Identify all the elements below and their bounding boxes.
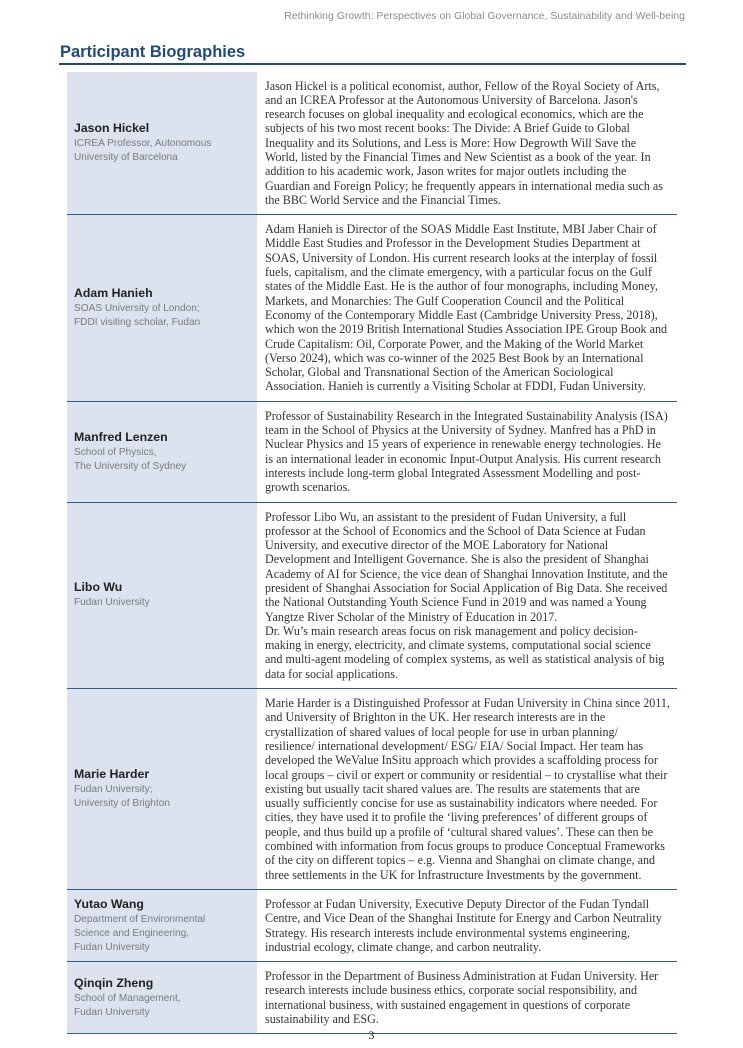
title-rule	[59, 63, 686, 65]
participant-bio	[257, 401, 677, 502]
participant-info-cell	[67, 889, 257, 961]
affiliation-line: Science and Engineering,	[74, 927, 190, 939]
participant-affiliation	[74, 992, 251, 1020]
bio-paragraph: Professor Libo Wu, an assistant to the president of Fudan University, a full professor at the School of Economics and the School of Data Science at Fudan University, and executive director of the MOE Laboratory for National Development and Intelligent Governance. She is also the president of Shanghai Academy of AI for Science, the vice dean of Shanghai Innovation Institute, and the president of Shanghai Association for Social Application of Big Data. She received the National Outstanding Youth Science Fund in 2019 and was named a Young Yangtze River Scholar of the Ministry of Education in 2017.	[265, 509, 668, 624]
participant-affiliation	[74, 783, 251, 811]
participant-name: Qinqin Zheng	[74, 975, 154, 990]
participant-name: Libo Wu	[74, 580, 123, 595]
affiliation-line: The University of Sydney	[74, 460, 187, 472]
participant-info-cell	[67, 72, 257, 215]
affiliation-line: Fudan University	[74, 1006, 150, 1018]
participant-info-cell	[67, 962, 257, 1034]
participant-row	[67, 962, 677, 1034]
running-header: Rethinking Growth: Perspectives on Global Governance, Sustainability and Well-being	[284, 10, 685, 22]
bio-paragraph: Professor of Sustainability Research in the Integrated Sustainability Analysis (ISA) team in the School of Physics at the University of Sydney. Manfred has a PhD in Nuclear Physics and 15 years of experience in renewable energy technologies. He is an international leader in economic Input-Output Analysis. His current research interests include long-term global Integrated Assessment Modelling and post-growth scenarios.	[265, 408, 668, 495]
biographies-table	[67, 71, 677, 1034]
participant-row	[67, 72, 677, 215]
participant-name: Marie Harder	[74, 767, 150, 781]
participant-affiliation	[74, 446, 251, 474]
participant-info-cell	[67, 502, 257, 689]
affiliation-line: SOAS University of London;	[74, 302, 200, 314]
affiliation-line: University of Brighton	[74, 798, 170, 809]
participant-bio	[257, 215, 677, 402]
participant-bio	[257, 72, 677, 215]
participant-row	[67, 889, 677, 961]
participant-name: Jason Hickel	[74, 121, 150, 136]
participant-row	[67, 689, 677, 890]
participant-row	[67, 215, 677, 402]
participant-bio	[257, 689, 677, 890]
affiliation-line: Fudan University	[74, 597, 150, 609]
participant-affiliation	[74, 137, 251, 165]
bio-paragraph: Professor in the Department of Business Administration at Fudan University. Her research interests include business ethics, corporate social responsibility, and international business, with sustained engagement in questions of corporate sustainability and ESG.	[265, 969, 659, 1027]
participant-bio	[257, 889, 677, 961]
participant-row	[67, 502, 677, 689]
affiliation-line: School of Management,	[74, 992, 181, 1004]
participant-affiliation	[74, 913, 251, 955]
participant-info-cell	[67, 215, 257, 402]
affiliation-line: Fudan University;	[74, 784, 153, 795]
participant-info-cell	[67, 689, 257, 890]
participant-bio	[257, 962, 677, 1034]
participant-name: Yutao Wang	[74, 896, 144, 911]
participant-info-cell	[67, 401, 257, 502]
participant-row	[67, 401, 677, 502]
bio-paragraph: Marie Harder is a Distinguished Professor at Fudan University in China since 2011, and University of Brighton in the UK. Her research interests are in the crystallization of shared values of local people for use in urban planning/ resilience/ international development/ ESG/ EIA/ Social Impact. Her team has developed the WeValue InSitu approach which provides a scaffolding process for local groups – civil or expert or community or residential – to crystallise what their existing but usually tacit shared values are. The results are statements that are usually sufficiently concise for use as sustainability indicators where needed. For cities, they have used it to profile the ‘living preferences’ of different groups of people, and thus build up a profile of ‘cultural shared values’. These can then be combined with information from focus groups to produce Conceptual Frameworks of the city on different topics – e.g. Vienna and Shanghai on climate change, and three settlements in the UK for Infrastructure Investments by the government.	[265, 696, 670, 882]
affiliation-line: Department of Environmental	[74, 913, 206, 925]
affiliation-line: ICREA Professor, Autonomous	[74, 138, 212, 150]
participant-affiliation	[74, 596, 251, 610]
section-title: Participant Biographies	[60, 43, 246, 61]
participant-bio	[257, 502, 677, 689]
bio-paragraph: Professor at Fudan University, Executive Deputy Director of the Fudan Tyndall Centre, and Vice Dean of the Shanghai Institute for Energy and Carbon Neutrality Strategy. His research interests include environmental systems engineering, industrial ecology, climate change, and carbon neutrality.	[265, 896, 662, 954]
participant-name: Manfred Lenzen	[74, 429, 168, 444]
page-number: 3	[368, 1028, 375, 1042]
affiliation-line: University of Barcelona	[74, 152, 178, 164]
participant-affiliation	[74, 302, 251, 330]
affiliation-line: Fudan University	[74, 941, 150, 953]
bio-paragraph: Jason Hickel is a political economist, author, Fellow of the Royal Society of Arts, and an ICREA Professor at the Autonomous University of Barcelona. Jason's research focuses on global inequality and ecological economics, which are the subjects of his two most recent books: The Divide: A Brief Guide to Global Inequality and its Solutions, and Less is More: How Degrowth Will Save the World, listed by the Financial Times and New Scientist as a book of the year. In addition to his academic work, Jason writes for major outlets including the Guardian and Foreign Policy; he frequently appears in international media such as the BBC World Service and the Financial Times.	[265, 78, 663, 207]
affiliation-line: FDDI visiting scholar, Fudan	[74, 316, 201, 328]
bio-paragraph: Adam Hanieh is Director of the SOAS Middle East Institute, MBI Jaber Chair of Middle East Studies and Professor in the Development Studies Department at SOAS, University of London. His current research looks at the interplay of fossil fuels, capitalism, and the climate emergency, with a particular focus on the Gulf states of the Middle East. He is the author of four monographs, including Money, Markets, and Monarchies: The Gulf Cooperation Council and the Political Economy of the Contemporary Middle East (Cambridge University Press, 2018), which won the 2019 British International Studies Association IPE Group Book and Crude Capitalism: Oil, Corporate Power, and the Making of the World Market (Verso 2024), which was co-winner of the 2025 Best Book by an International Scholar, Global and Transnational Section of the American Sociological Association. Hanieh is currently a Visiting Scholar at FDDI, Fudan University.	[265, 222, 668, 394]
participant-name: Adam Hanieh	[74, 285, 153, 300]
bio-paragraph: Dr. Wu’s main research areas focus on risk management and policy decision-making in energy, electricity, and climate systems, computational social science and multi-agent modeling of complex systems, as well as statistical analysis of big data for social applications.	[265, 623, 665, 681]
affiliation-line: School of Physics,	[74, 446, 157, 458]
